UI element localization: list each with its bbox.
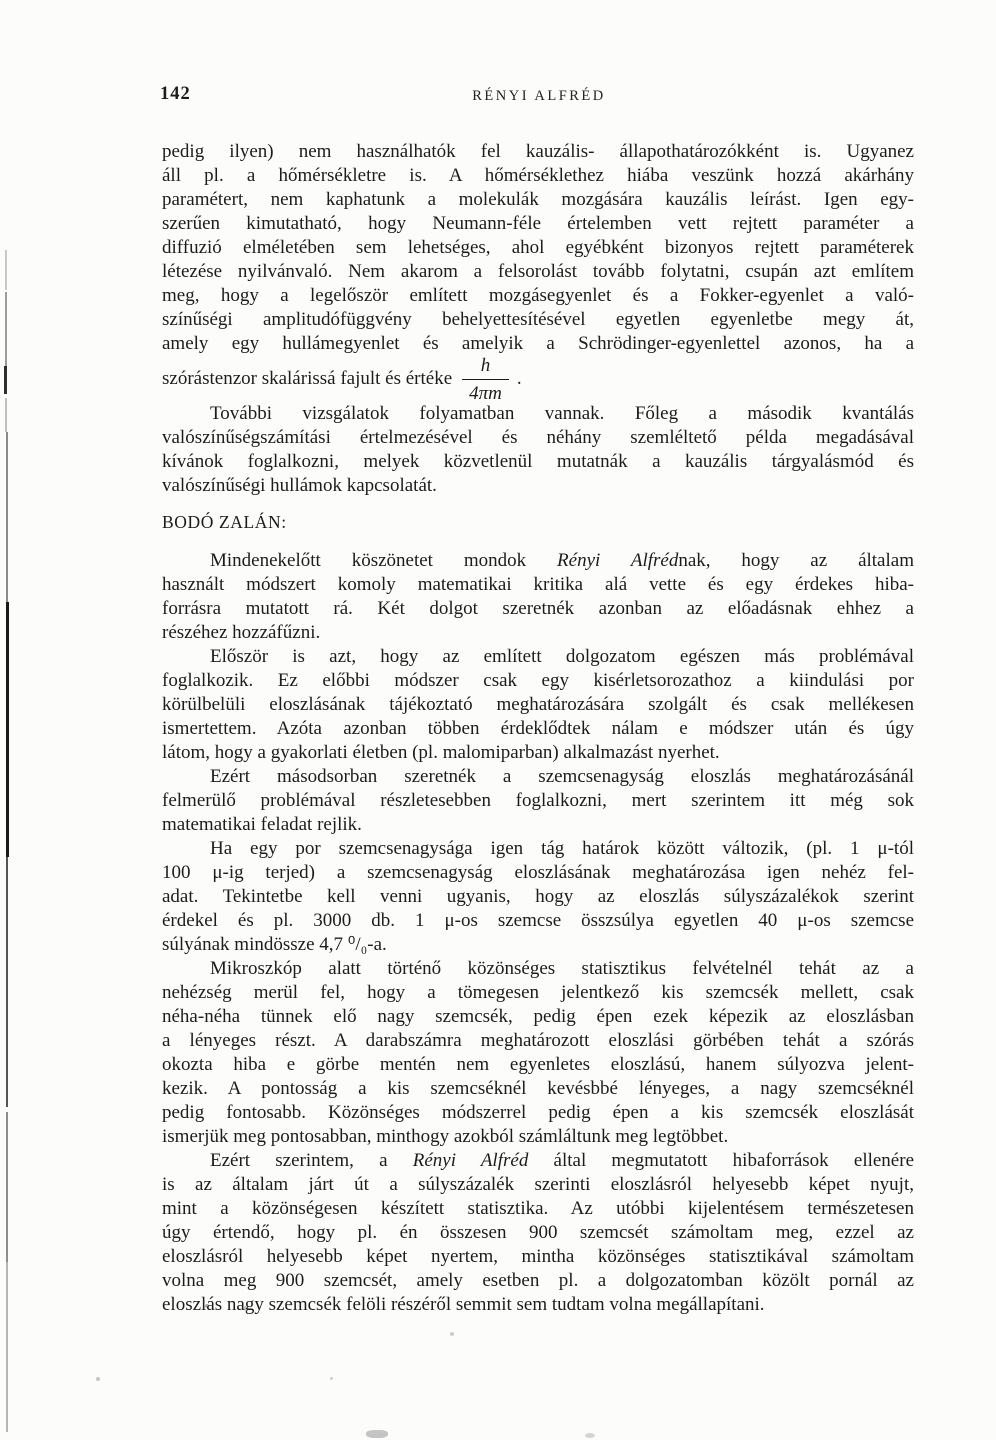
paragraph: [162, 957, 914, 1149]
scan-speck: [585, 1433, 595, 1438]
text-line: eloszlás nagy szemcsék felöli részéről semmit sem tudtam volna megállapítani.: [162, 1294, 765, 1315]
text-line: mint a közönségesen készített statisztika. Az utóbbi kijelentésem természetesen: [162, 1198, 914, 1219]
text-line: kezik. A pontosság a kis szemcséknél kevésbbé lényeges, a nagy szemcséknél: [162, 1078, 914, 1099]
text-line: színűségi amplitudófüggvény behelyettesítésével egyetlen egyenletbe megy át,: [162, 309, 914, 330]
text-line: nehézség merül fel, hogy a tömegesen jelentkező kis szemcsék mellett, csak: [162, 982, 914, 1003]
text-line: foglalkozik. Ez előbbi módszer csak egy kisérletsorozathoz a kiindulási por: [162, 670, 914, 691]
text-line: felmerülő problémával részletesebben foglalkozni, mert szerintem itt még sok: [162, 790, 914, 811]
text-line: ismertettem. Azóta azonban többen érdeklődtek nálam e módszer után és úgy: [162, 718, 914, 739]
text-line: pedig ilyen) nem használhatók fel kauzális- állapothatározókként is. Ugyanez: [162, 141, 914, 162]
formula-suffix: .: [516, 368, 522, 389]
text-line: amely egy hullámegyenlet és amelyik a Schrödinger-egyenlettel azonos, ha a: [162, 333, 914, 354]
text-line: szerűen kimutatható, hogy Neumann-féle értelemben vett rejtett paraméter a: [162, 213, 914, 234]
text-line: 100 μ-ig terjed) a szemcsenagyság eloszlásának meghatározása igen nehéz fel-: [162, 862, 914, 883]
text-line: További vizsgálatok folyamatban vannak. Főleg a második kvantálás: [210, 403, 914, 424]
text-line: Mindenekelőtt köszönetet mondok Rényi Alfrédnak, hogy az általam: [210, 550, 914, 571]
text-line: meg, hogy a legelőször említett mozgásegyenlet és a Fokker-egyenlet a való-: [162, 285, 914, 306]
formula-line: [162, 356, 914, 402]
text-line: létezése nyilvánvaló. Nem akarom a felsorolást tovább folytatni, csupán azt említem: [162, 261, 914, 282]
paragraph: [162, 402, 914, 498]
text-line: Ezért másodsorban szeretnék a szemcsenagyság eloszlás meghatározásánál: [210, 766, 914, 787]
text-line: okozta hiba e görbe mentén nem egyenletes eloszlású, hanem súlyozva jelent-: [162, 1054, 914, 1075]
scan-artifact-line: [6, 432, 8, 602]
text-line: látom, hogy a gyakorlati életben (pl. malomiparban) alkalmazást nyerhet.: [162, 742, 720, 763]
scan-artifact-line: [6, 1262, 8, 1432]
text-line: néha-néha tünnek elő nagy szemcsék, pedig épen ezek képezik az eloszlásban: [162, 1006, 914, 1027]
scan-artifact-line: [6, 602, 9, 857]
fraction-numerator: h: [480, 354, 491, 376]
text-line: súlyának mindössze 4,7 ⁰/₀-a.: [162, 934, 387, 955]
scan-artifact-line: [5, 398, 7, 432]
text-line: Először is azt, hogy az említett dolgozatom egészen más problémával: [210, 646, 914, 667]
formula-fraction: [462, 356, 509, 403]
text-line: áll pl. a hőmérsékletre is. A hőmérséklethez hiába veszünk hozzá akárhány: [162, 165, 914, 186]
paragraph: [162, 549, 914, 645]
text-line: adat. Tekintetbe kell venni ugyanis, hogy az eloszlás súlyszázalékok szerint: [162, 886, 914, 907]
scan-speck: [366, 1430, 388, 1438]
text-line: diffuzió elméletében sem lehetséges, ahol egyébként bizonyos rejtett paraméterek: [162, 237, 914, 258]
text-line: paramétert, nem kaphatunk a molekulák mozgására kauzális leírást. Igen egy-: [162, 189, 914, 210]
text-line: valószínűségszámítási értelmezésével és néhány szemléltető példa megadásával: [162, 427, 914, 448]
paragraph: [162, 1149, 914, 1317]
paragraph-continuation: [162, 140, 914, 402]
text-line: részéhez hozzáfűzni.: [162, 622, 321, 643]
text-line: használt módszert komoly matematikai kritika alá vette és egy érdekes hiba-: [162, 574, 914, 595]
paragraph: [162, 837, 914, 957]
text-line: úgy értendő, hogy pl. én összesen 900 szemcsét számoltam meg, ezzel az: [162, 1222, 914, 1243]
text-line: volna meg 900 szemcsét, amely esetben pl. a dolgozatomban közölt pornál az: [162, 1270, 914, 1291]
text-line: eloszlásról helyesebb képet nyertem, mintha közönséges statisztikával számoltam: [162, 1246, 914, 1267]
text-line: valószínűségi hullámok kapcsolatát.: [162, 475, 437, 496]
text-line: érdekel és pl. 3000 db. 1 μ-os szemcse összsúlya egyetlen 40 μ-os szemcse: [162, 910, 914, 931]
running-head: RÉNYI ALFRÉD: [472, 88, 606, 104]
text-line: pedig fontosabb. Közönséges módszerrel pedig épen a kis szemcsék eloszlását: [162, 1102, 914, 1123]
body-text: [162, 140, 914, 1317]
scan-artifact-line: [6, 1112, 8, 1262]
paragraph: [162, 765, 914, 837]
text-line: a lényeges részt. A darabszámra meghatározott eloszlási görbében tehát a szórás: [162, 1030, 914, 1051]
text-line: Mikroszkóp alatt történő közönséges statisztikus felvételnél tehát az a: [210, 958, 914, 979]
text-line: matematikai feladat rejlik.: [162, 814, 362, 835]
speaker-heading: BODÓ ZALÁN:: [162, 512, 287, 532]
fraction-denominator: 4πm: [462, 379, 509, 403]
scan-speck: [450, 1332, 454, 1336]
formula-prefix: szórástenzor skalárissá fajult és értéke: [162, 368, 453, 389]
text-line: is az általam járt út a súlyszázalék szerinti eloszlásról helyesebb képet nyujt,: [162, 1174, 914, 1195]
text-line: körülbelüli eloszlásának tájékoztató meghatározására szolgált és csak mellékesen: [162, 694, 914, 715]
text-line: Ezért szerintem, a Rényi Alfréd által megmutatott hibaforrások ellenére: [210, 1150, 914, 1171]
scan-speck: [330, 1377, 333, 1380]
scan-speck: [96, 1377, 100, 1381]
page-number: 142: [160, 84, 191, 104]
text-line: ismerjük meg pontosabban, minthogy azokból számláltunk meg legtöbbet.: [162, 1126, 729, 1147]
scan-artifact-line: [6, 857, 8, 1107]
paragraph: [162, 645, 914, 765]
scan-artifact-line: [5, 292, 7, 366]
text-line: kívánok foglalkozni, melyek közvetlenül mutatnák a kauzális tárgyalásmód és: [162, 451, 914, 472]
scan-artifact-line: [4, 366, 7, 394]
scan-artifact-line: [5, 250, 7, 290]
text-line: forrásra mutatott rá. Két dolgot szeretnék azonban az előadásnak ehhez a: [162, 598, 914, 619]
text-line: Ha egy por szemcsenagysága igen tág határok között változik, (pl. 1 μ-tól: [210, 838, 914, 859]
